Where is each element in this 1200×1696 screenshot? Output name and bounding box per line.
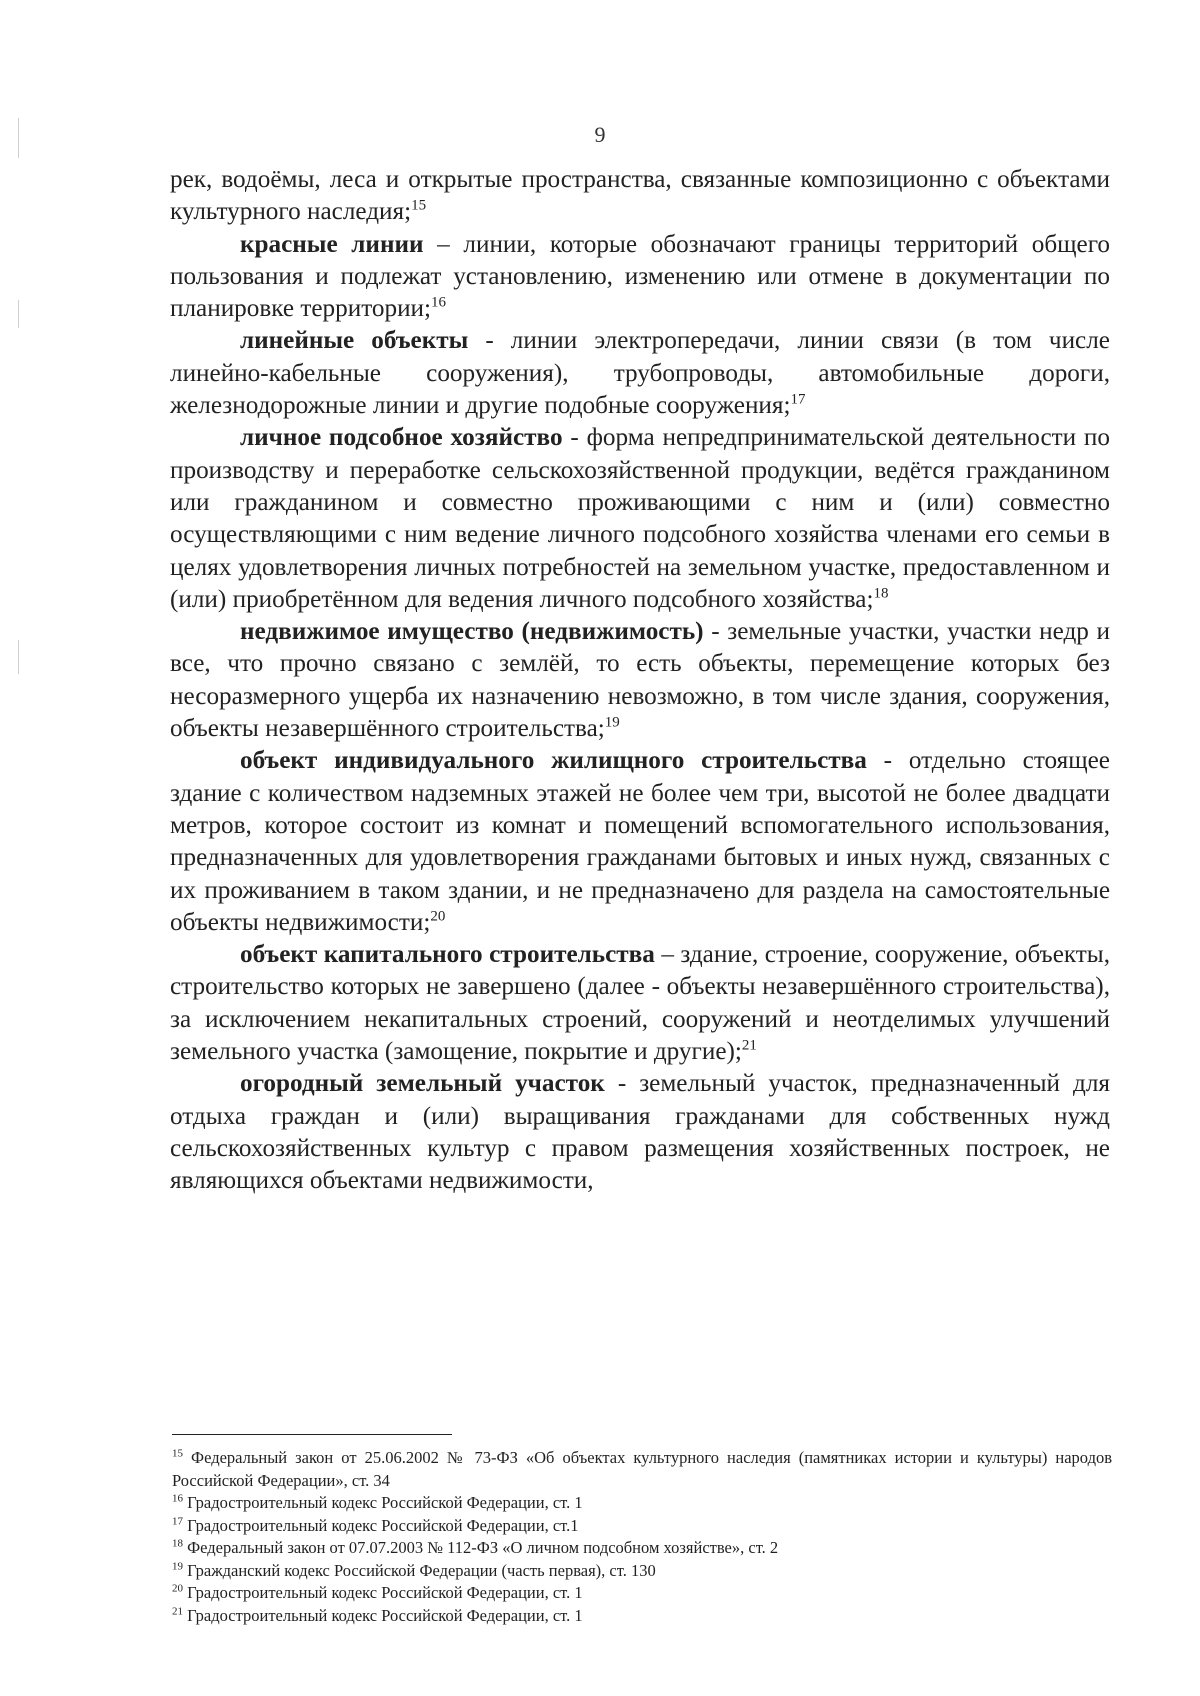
footnote-text: Градостроительный кодекс Российской Федерации, ст.1 <box>187 1515 579 1535</box>
footnote-number: 21 <box>172 1605 183 1617</box>
footnotes <box>172 1447 1112 1627</box>
term-separator: - <box>604 1070 640 1098</box>
body-text <box>170 164 1110 1198</box>
footnote-number: 20 <box>172 1582 183 1595</box>
paragraph <box>170 422 1110 616</box>
defined-term: объект капитального строительства <box>240 941 655 969</box>
footnote <box>172 1537 1112 1560</box>
footnote <box>172 1605 1112 1628</box>
term-separator: - <box>866 747 909 775</box>
footnote-number: 17 <box>172 1515 183 1527</box>
defined-term: линейные объекты <box>240 327 469 355</box>
term-separator: – <box>423 230 464 258</box>
footnote <box>172 1560 1112 1583</box>
footnote-ref[interactable]: 21 <box>741 1037 757 1054</box>
scan-edge-mark <box>18 640 19 674</box>
paragraph <box>170 164 1110 229</box>
defined-term: объект индивидуального жилищного строительства <box>240 747 867 775</box>
footnote-number: 15 <box>172 1447 183 1460</box>
definition-text: здание, строение, сооружение, объекты, строительство которых не завершено (далее - объекты незавершённого строительства), за исключением некапитальных строений, сооружений и неотделимых улучшений земельного участка (замощение, покрытие и другие); <box>170 941 1110 1066</box>
page-number: 9 <box>594 122 606 147</box>
paragraph <box>170 1068 1110 1197</box>
defined-term: красные линии <box>240 230 424 258</box>
footnote-ref[interactable]: 17 <box>790 391 806 408</box>
scan-edge-mark <box>18 300 19 328</box>
footnote <box>172 1515 1112 1538</box>
term-separator: - <box>468 327 511 355</box>
defined-term: личное подсобное хозяйство <box>240 424 563 452</box>
definition-text: рек, водоёмы, леса и открытые пространства, связанные композиционно с объектами культурного наследия; <box>170 166 1110 226</box>
footnote-ref[interactable]: 18 <box>873 585 889 602</box>
definition-text: земельные участки, участки недр и все, что прочно связано с землёй, то есть объекты, перемещение которых без несоразмерного ущерба их назначению невозможно, в том числе здания, сооружения, объекты незавершённого строительства; <box>170 618 1111 743</box>
footnote-text: Градостроительный кодекс Российской Федерации, ст. 1 <box>187 1493 583 1512</box>
paragraph <box>170 616 1110 745</box>
footnote-ref[interactable]: 16 <box>431 294 447 311</box>
footnote-number: 18 <box>172 1537 183 1550</box>
footnote-text: Федеральный закон от 25.06.2002 № 73-ФЗ «Об объектах культурного наследия (памятниках истории и культуры) народов Российской Федерации», ст. 34 <box>172 1448 1113 1490</box>
definition-text: линии, которые обозначают границы территорий общего пользования и подлежат установлению, изменению или отмене в документации по планировке территории; <box>170 230 1111 323</box>
footnote-ref[interactable]: 20 <box>430 908 446 925</box>
defined-term: огородный земельный участок <box>240 1070 605 1098</box>
paragraph <box>170 939 1110 1068</box>
definition-text: линии электропередачи, линии связи (в том числе линейно-кабельные сооружения), трубопроводы, автомобильные дороги, железнодорожные линии и другие подобные сооружения; <box>170 327 1110 420</box>
footnote-ref[interactable]: 15 <box>411 197 427 214</box>
footnote-text: Федеральный закон от 07.07.2003 № 112-ФЗ «О личном подсобном хозяйстве», ст. 2 <box>187 1538 779 1557</box>
paragraph <box>170 745 1110 939</box>
term-separator: – <box>654 941 681 969</box>
term-separator: - <box>703 618 728 646</box>
definition-text: отдельно стоящее здание с количеством надземных этажей не более чем три, высотой не более двадцати метров, которое состоит из комнат и помещений вспомогательного использования, предназначенных для удовлетворения гражданами бытовых и иных нужд, связанных с их проживанием в таком здании, и не предназначено для раздела на самостоятельные объекты недвижимости; <box>170 747 1110 936</box>
footnote <box>172 1447 1112 1492</box>
paragraph <box>170 325 1110 422</box>
definition-text: форма непредпринимательской деятельности по производству и переработке сельскохозяйственной продукции, ведётся гражданином или гражданином и совместно проживающими с ним и (или) совместно осуществляющими с ним ведение личного подсобного хозяйства членами его семьи в целях удовлетворения личных потребностей на земельном участке, предоставленном и (или) приобретённом для ведения личного подсобного хозяйства; <box>170 424 1110 613</box>
footnote-number: 16 <box>172 1492 183 1505</box>
footnote-text: Градостроительный кодекс Российской Федерации, ст. 1 <box>187 1605 583 1625</box>
footnote-ref[interactable]: 19 <box>604 714 620 731</box>
term-separator: - <box>562 424 587 452</box>
defined-term: недвижимое имущество (недвижимость) <box>240 618 704 646</box>
definition-text: земельный участок, предназначенный для отдыха граждан и (или) выращивания гражданами для собственных нужд сельскохозяйственных культур с правом размещения хозяйственных построек, не являющихся объектами недвижимости, <box>170 1070 1111 1195</box>
footnote-number: 19 <box>172 1560 183 1572</box>
footnote-text: Градостроительный кодекс Российской Федерации, ст. 1 <box>187 1583 583 1602</box>
paragraph <box>170 229 1110 326</box>
footnote-divider <box>172 1434 452 1435</box>
footnote-text: Гражданский кодекс Российской Федерации (часть первая), ст. 130 <box>187 1560 656 1580</box>
footnote <box>172 1582 1112 1605</box>
footnote <box>172 1492 1112 1515</box>
